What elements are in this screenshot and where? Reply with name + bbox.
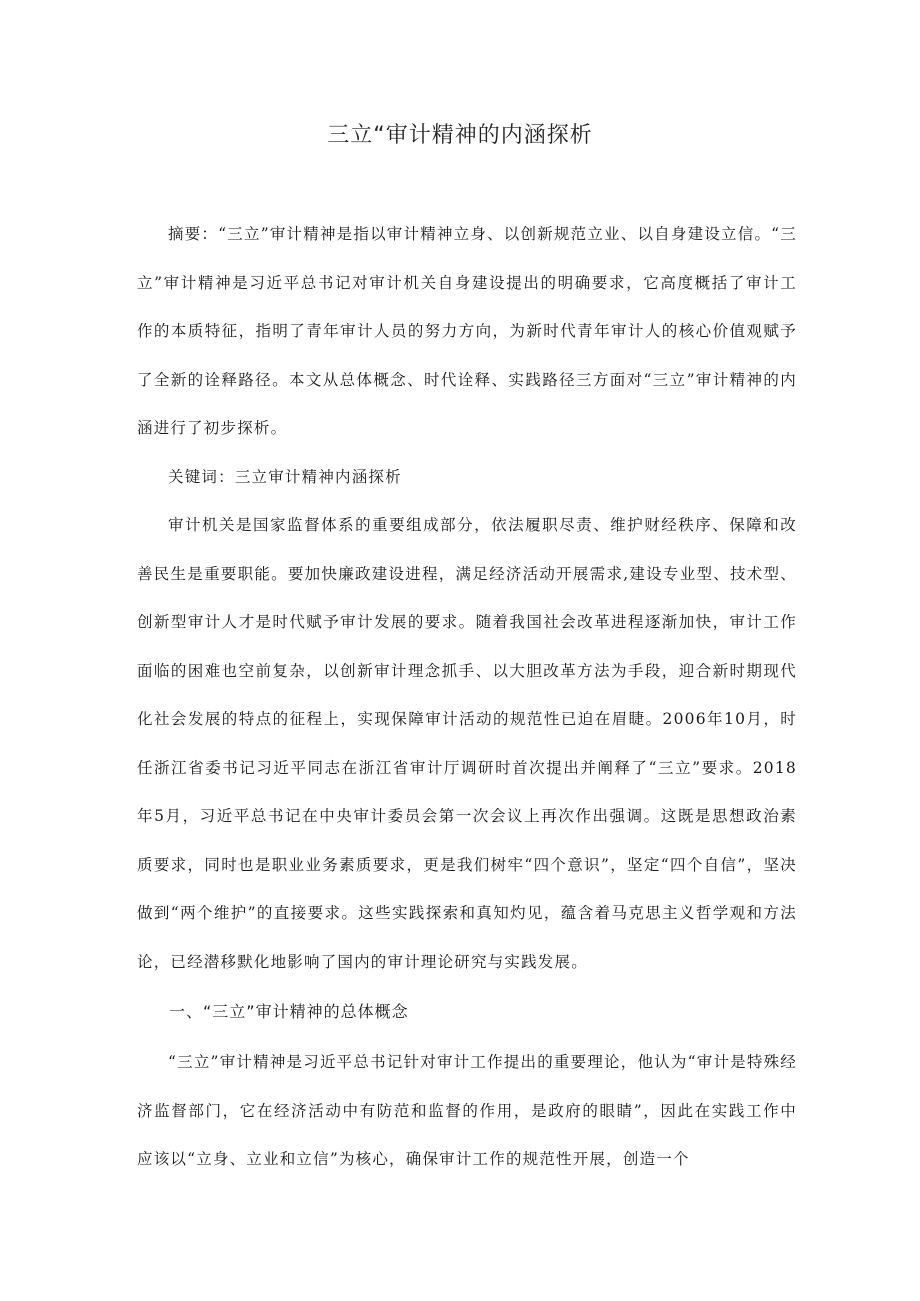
keywords-line <box>137 453 797 502</box>
abstract-paragraph: 摘要：“三立”审计精神是指以审计精神立身、以创新规范立业、以自身建设立信。“三立”审计精神是习近平总书记对审计机关自身建设提出的明确要求，它高度概括了审计工作的本质特征，指明了青年审计人员的努力方向，为新时代青年审计人的核心价值观赋予了全新的诠释路径。本文从总体概念、时代诠释、实践路径三方面对“三立”审计精神的内涵进行了初步探析。 <box>137 225 797 437</box>
section-paragraph: “三立”审计精神是习近平总书记针对审计工作提出的重要理论，他认为“审计是特殊经济监督部门，它在经济活动中有防范和监督的作用，是政府的眼睛”，因此在实践工作中应该以“立身、立业和立信”为核心，确保审计工作的规范性开展，创造一个 <box>137 1053 797 1168</box>
intro-paragraph: 审计机关是国家监督体系的重要组成部分，依法履职尽责、维护财经秩序、保障和改善民生是重要职能。要加快廉政建设进程，满足经济活动开展需求,建设专业型、技术型、创新型审计人才是时代赋予审计发展的要求。随着我国社会改革进程逐渐加快，审计工作面临的困难也空前复杂，以创新审计理念抓手、以大胆改革方法为手段，迎合新时期现代化社会发展的特点的征程上，实现保障审计活动的规范性已迫在眉睫。2006年10月，时任浙江省委书记习近平同志在浙江省审计厅调研时首次提出并阐释了“三立”要求。2018年5月，习近平总书记在中央审计委员会第一次会议上再次作出强调。这既是思想政治素质要求，同时也是职业业务素质要求，更是我们树牢“四个意识”，坚定“四个自信”，坚决做到“两个维护”的直接要求。这些实践探索和真知灼见，蕴含着马克思主义哲学观和方法论，已经潜移默化地影响了国内的审计理论研究与实践发展。 <box>137 516 797 971</box>
document-body <box>137 210 797 1184</box>
keywords-label: 关键词： <box>168 467 235 486</box>
keywords-text: 三立审计精神内涵探析 <box>234 467 402 486</box>
section-heading: 一、“三立”审计精神的总体概念 <box>169 1002 409 1021</box>
document-title: 三立“审计精神的内涵探析 <box>327 123 593 148</box>
